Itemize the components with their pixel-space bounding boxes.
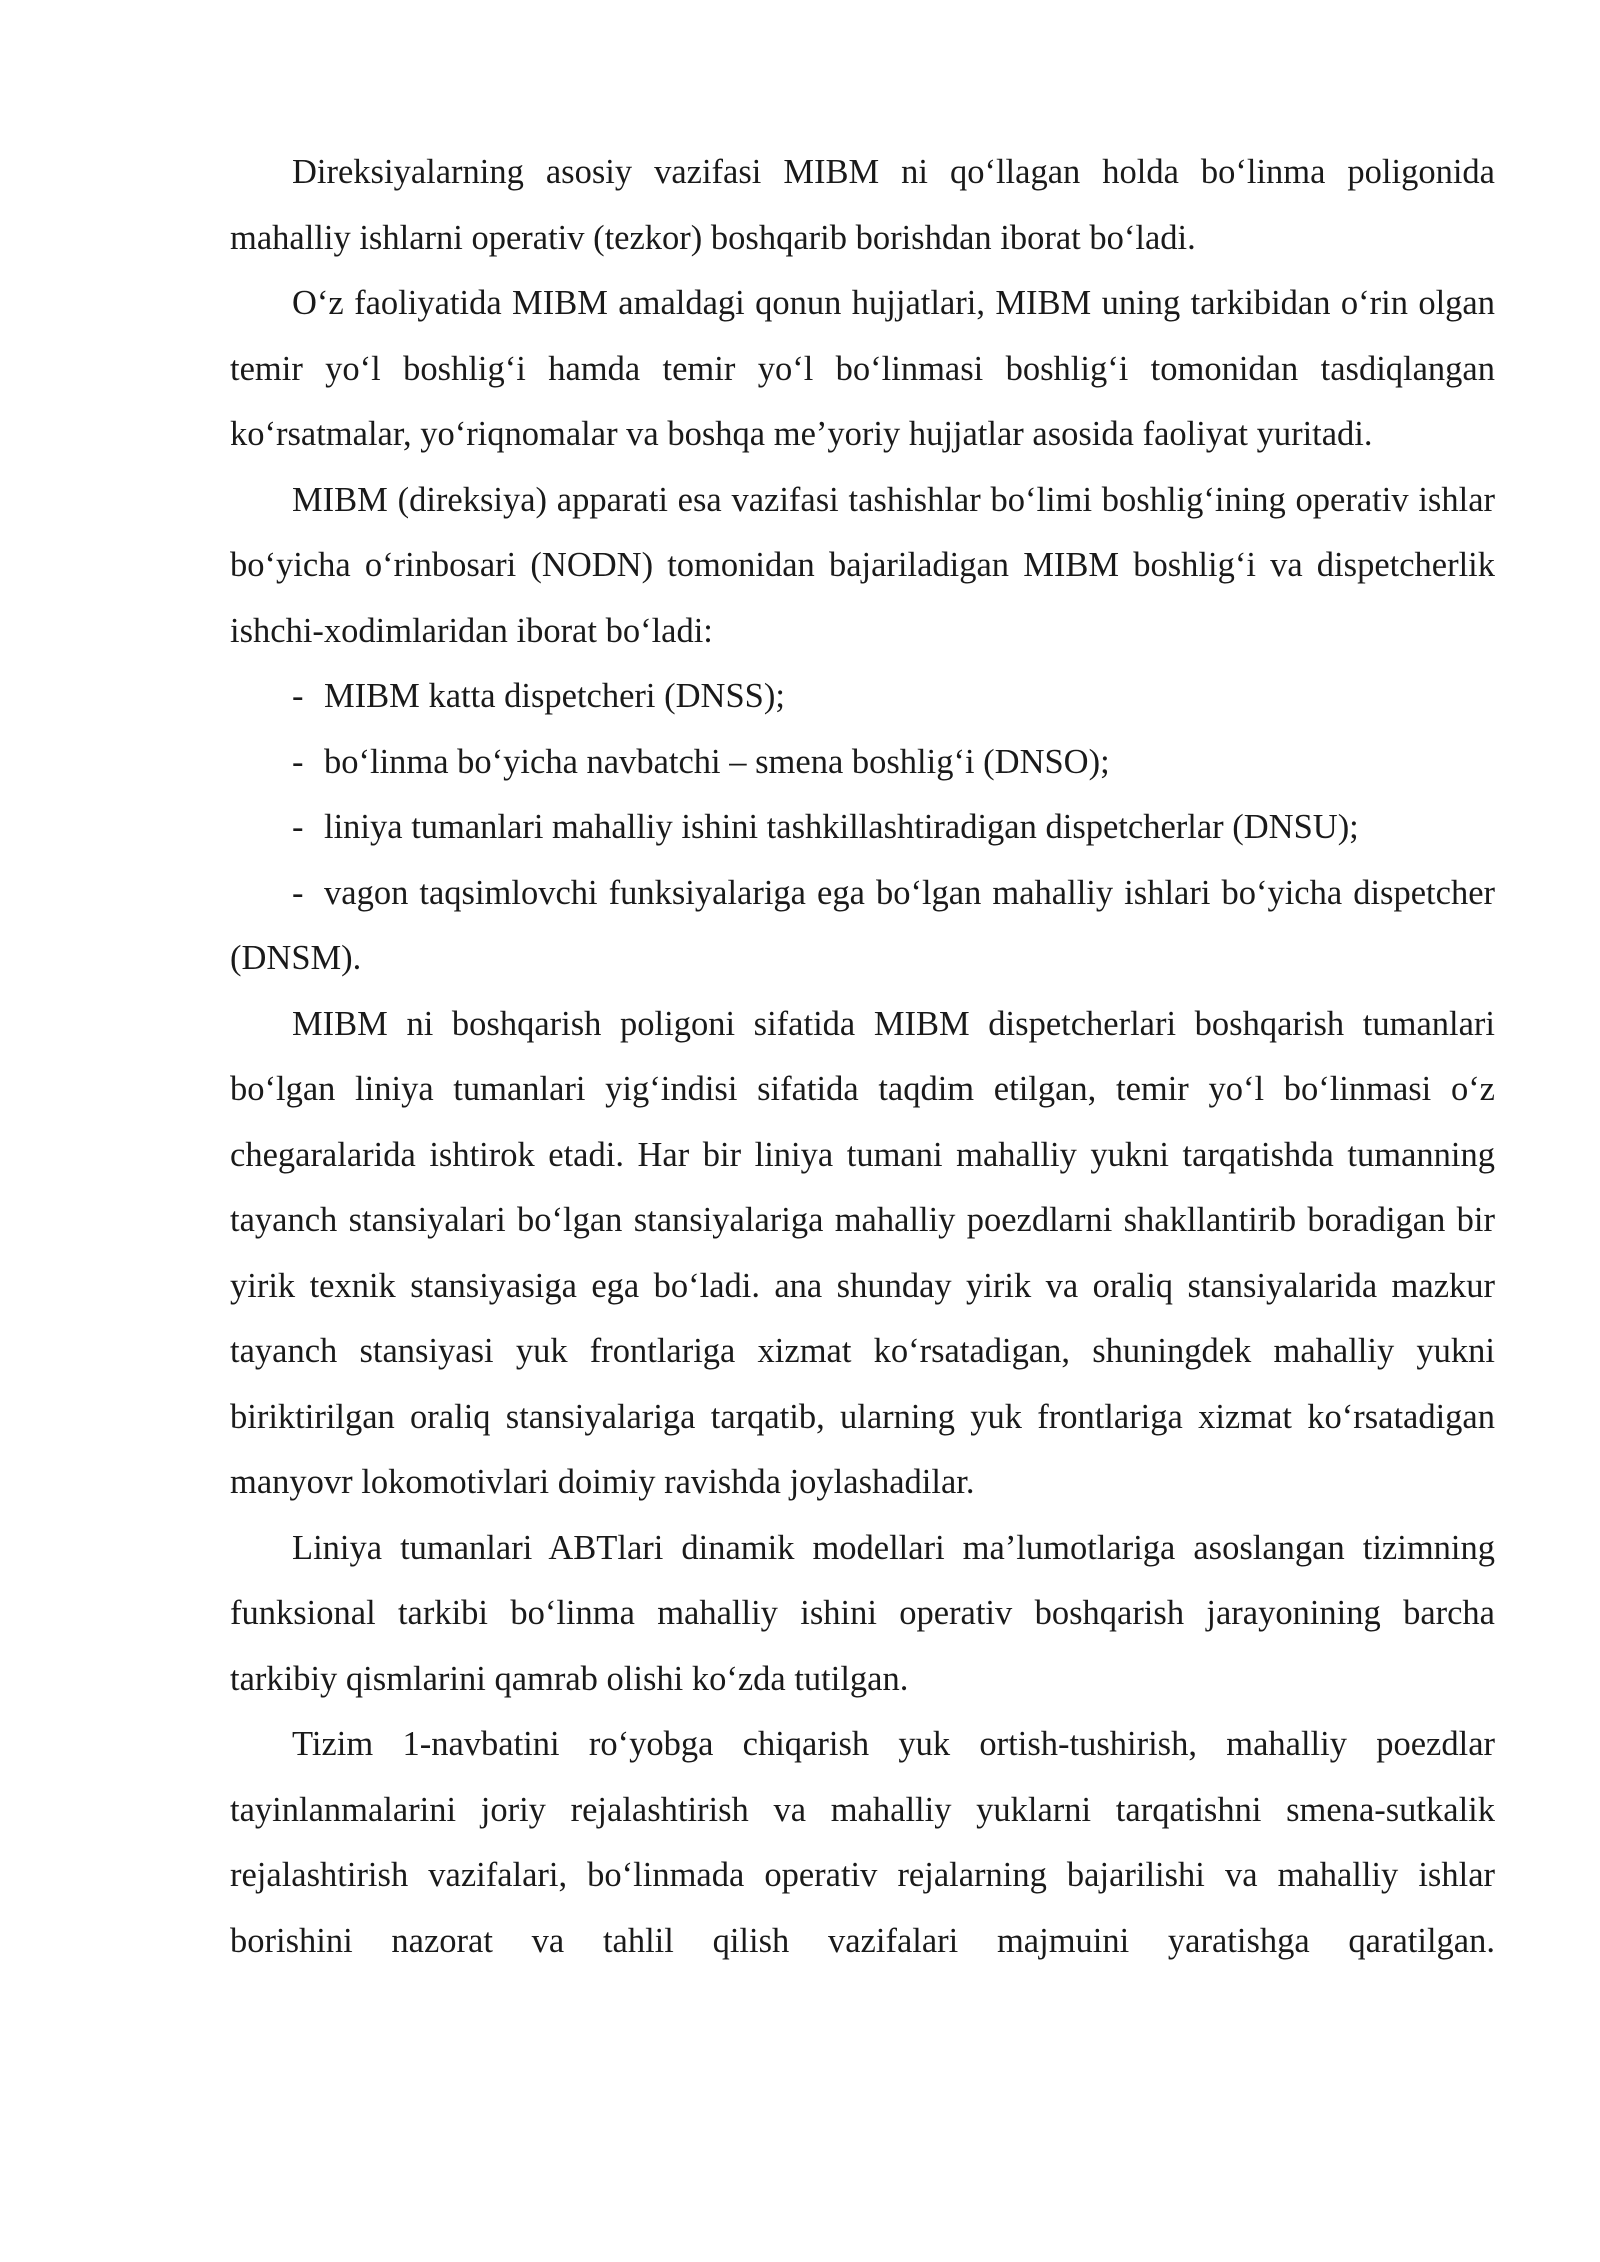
list-item: [230, 730, 1495, 796]
document-page: [230, 140, 1495, 1974]
paragraph-2: O‘z faoliyatida MIBM amaldagi qonun hujjatlari, MIBM uning tarkibidan o‘rin olgan temir yo‘l boshlig‘i hamda temir yo‘l bo‘linmasi boshlig‘i tomonidan tasdiqlangan ko‘rsatmalar, yo‘riqnomalar va boshqa me’yoriy hujjatlar asosida faoliyat yuritadi.: [230, 284, 1495, 453]
list-item: [230, 664, 1495, 730]
list-item-text: vagon taqsimlovchi funksiyalariga ega bo‘lgan mahalliy ishlari bo‘yicha dispetcher (DNSM).: [230, 873, 1495, 977]
list-dash: -: [292, 677, 304, 715]
paragraph-5: Liniya tumanlari ABTlari dinamik modellari ma’lumotlariga asoslangan tizimning funksional tarkibi bo‘linma mahalliy ishini operativ boshqarish jarayonining barcha tarkibiy qismlarini qamrab olishi ko‘zda tutilgan.: [230, 1528, 1495, 1698]
list-dash: -: [292, 742, 304, 781]
paragraph-4: MIBM ni boshqarish poligoni sifatida MIBM dispetcherlari boshqarish tumanlari bo‘lgan liniya tumanlari yig‘indisi sifatida taqdim etilgan, temir yo‘l bo‘linmasi o‘z chegaralarida ishtirok etadi. Har bir liniya tumani mahalliy yukni tarqatishda tumanning tayanch stansiyalari bo‘lgan stansiyalariga mahalliy poezdlarni shakllantirib boradigan bir yirik texnik stansiyasiga ega bo‘ladi. ana shunday yirik va oraliq stansiyalarida mazkur tayanch stansiyasi yuk frontlariga xizmat ko‘rsatadigan, shuningdek mahalliy yukni biriktirilgan oraliq stansiyalariga tarqatib, ularning yuk frontlariga xizmat ko‘rsatadigan manyovr lokomotivlari doimiy ravishda joylashadilar.: [230, 1004, 1495, 1501]
paragraph-6: Tizim 1-navbatini ro‘yobga chiqarish yuk ortish-tushirish, mahalliy poezdlar tayinlanmalarini joriy rejalashtirish va mahalliy yuklarni tarqatishni smena-sutkalik rejalashtirish vazifalari, bo‘linmada operativ rejalarning bajarilishi va mahalliy ishlar borishini nazorat va tahlil qilish vazifalari majmuini yaratishga qaratilgan.: [230, 1725, 1495, 1960]
list-item-text: MIBM katta dispetcheri (DNSS);: [324, 677, 785, 715]
staff-list: [230, 664, 1495, 992]
list-dash: -: [292, 873, 304, 912]
list-item: [230, 861, 1495, 992]
list-item-text: liniya tumanlari mahalliy ishini tashkillashtiradigan dispetcherlar (DNSU);: [324, 808, 1359, 846]
paragraph-1: Direksiyalarning asosiy vazifasi MIBM ni qo‘llagan holda bo‘linma poligonida mahalliy ishlarni operativ (tezkor) boshqarib borishdan iborat bo‘ladi.: [230, 153, 1495, 257]
list-item: [230, 795, 1495, 861]
list-item-text: bo‘linma bo‘yicha navbatchi – smena boshlig‘i (DNSO);: [324, 742, 1110, 781]
paragraph-3: MIBM (direksiya) apparati esa vazifasi tashishlar bo‘limi boshlig‘ining operativ ishlar bo‘yicha o‘rinbosari (NODN) tomonidan bajariladigan MIBM boshlig‘i va dispetcherlik ishchi-xodimlaridan iborat bo‘ladi:: [230, 480, 1495, 650]
list-dash: -: [292, 808, 304, 846]
